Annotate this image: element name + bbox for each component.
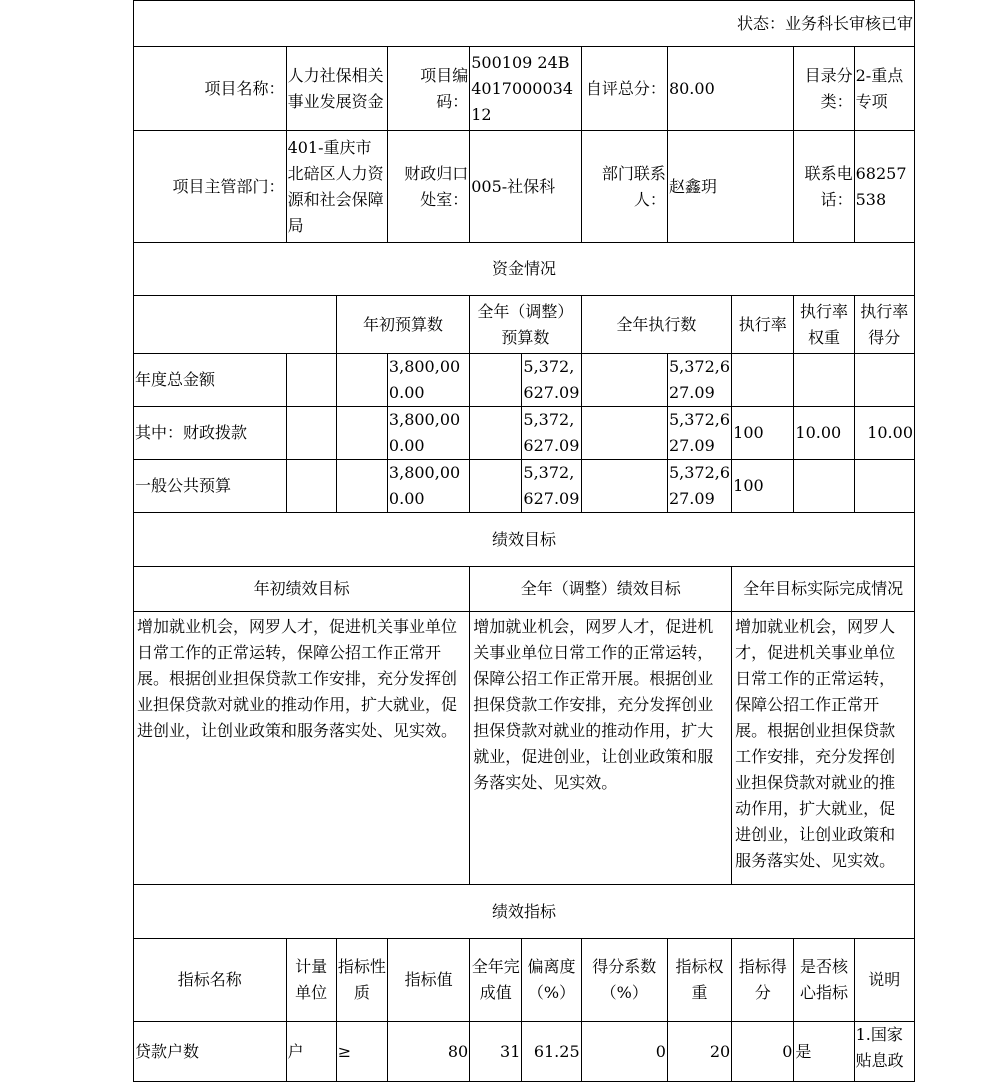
goals-initial-header: 年初绩效目标 [134, 567, 470, 612]
dept-info-row [134, 131, 915, 243]
funds-row-initial: 3,800,000.00 [387, 407, 469, 460]
goals-header-row [134, 567, 915, 612]
funds-row-score [854, 354, 914, 407]
project-code-value: 500109 24B401700003412 [470, 47, 581, 131]
dept-value: 401-重庆市北碚区人力资源和社会保障局 [286, 131, 387, 243]
funds-row-weight: 10.00 [794, 407, 854, 460]
ind-core: 是 [794, 1022, 854, 1082]
finance-label: 财政归口处室： [387, 131, 469, 243]
status-text: 状态：业务科长审核已审 [134, 1, 915, 47]
funds-row-score [854, 460, 914, 513]
ind-header-core: 是否核心指标 [794, 939, 854, 1022]
contact-value: 赵鑫玥 [667, 131, 793, 243]
ind-header-completed: 全年完成值 [470, 939, 522, 1022]
ind-coefficient: 0 [581, 1022, 667, 1082]
funds-header-score: 执行率得分 [854, 296, 914, 354]
funds-row-score: 10.00 [854, 407, 914, 460]
ind-deviation: 61.25 [522, 1022, 581, 1082]
ind-name: 贷款户数 [134, 1022, 287, 1082]
goals-section-title: 绩效目标 [134, 513, 915, 567]
funds-row-initial: 3,800,000.00 [387, 354, 469, 407]
ind-score: 0 [732, 1022, 794, 1082]
phone-value: 68257538 [854, 131, 914, 243]
funds-section-row [134, 243, 915, 296]
project-code-label: 项目编码： [387, 47, 469, 131]
ind-header-weight: 指标权重 [667, 939, 731, 1022]
goals-adjusted-text: 增加就业机会，网罗人才，促进机关事业单位日常工作的正常运转，保障公招工作正常开展。根据创业担保贷款工作安排，充分发挥创业担保贷款对就业的推动作用，扩大就业，促进创业，让创业政策和服务落实处、见实效。 [470, 612, 732, 885]
funds-row-weight [794, 354, 854, 407]
ind-weight: 20 [667, 1022, 731, 1082]
funds-row [134, 460, 915, 513]
catalog-value: 2-重点专项 [854, 47, 914, 131]
phone-label: 联系电话： [794, 131, 854, 243]
funds-row-label: 一般公共预算 [134, 460, 287, 513]
goals-actual-header: 全年目标实际完成情况 [732, 567, 915, 612]
ind-header-target: 指标值 [387, 939, 469, 1022]
funds-row-label: 年度总金额 [134, 354, 287, 407]
goals-text-row [134, 612, 915, 885]
self-score-label: 自评总分： [581, 47, 667, 131]
goals-adjusted-header: 全年（调整）绩效目标 [470, 567, 732, 612]
funds-row-adjusted: 5,372,627.09 [522, 460, 581, 513]
funds-row-rate [732, 354, 794, 407]
self-score-value: 80.00 [667, 47, 793, 131]
catalog-label: 目录分类： [794, 47, 854, 131]
funds-row-initial: 3,800,000.00 [387, 460, 469, 513]
ind-note: 1.国家贴息政 [854, 1022, 914, 1082]
funds-row-executed: 5,372,627.09 [667, 407, 731, 460]
funds-row-rate: 100 [732, 460, 794, 513]
indicators-section-title: 绩效指标 [134, 885, 915, 939]
goals-section-row [134, 513, 915, 567]
project-info-row [134, 47, 915, 131]
ind-header-note: 说明 [854, 939, 914, 1022]
ind-target: 80 [387, 1022, 469, 1082]
ind-header-coefficient: 得分系数（%） [581, 939, 667, 1022]
goals-actual-text: 增加就业机会，网罗人才，促进机关事业单位日常工作的正常运转，保障公招工作正常开展。根据创业担保贷款工作安排，充分发挥创业担保贷款对就业的推动作用，扩大就业，促进创业，让创业政策和服务落实处、见实效。 [732, 612, 915, 885]
ind-header-unit: 计量单位 [286, 939, 336, 1022]
funds-row-weight [794, 460, 854, 513]
funds-row-rate: 100 [732, 407, 794, 460]
funds-header-row [134, 296, 915, 354]
ind-header-score: 指标得分 [732, 939, 794, 1022]
finance-value: 005-社保科 [470, 131, 581, 243]
indicators-section-row [134, 885, 915, 939]
ind-nature: ≥ [336, 1022, 387, 1082]
project-name-value: 人力社保相关事业发展资金 [286, 47, 387, 131]
goals-initial-text: 增加就业机会，网罗人才，促进机关事业单位日常工作的正常运转，保障公招工作正常开展。根据创业担保贷款工作安排，充分发挥创业担保贷款对就业的推动作用，扩大就业，促进创业，让创业政策和服务落实处、见实效。 [134, 612, 470, 885]
funds-header-initial: 年初预算数 [336, 296, 469, 354]
ind-completed: 31 [470, 1022, 522, 1082]
dept-label: 项目主管部门： [134, 131, 287, 243]
ind-header-deviation: 偏离度（%） [522, 939, 581, 1022]
ind-unit: 户 [286, 1022, 336, 1082]
indicator-row [134, 1022, 915, 1082]
funds-row [134, 407, 915, 460]
ind-header-name: 指标名称 [134, 939, 287, 1022]
funds-row [134, 354, 915, 407]
indicators-header-row [134, 939, 915, 1022]
project-name-label: 项目名称： [134, 47, 287, 131]
funds-section-title: 资金情况 [134, 243, 915, 296]
evaluation-form [133, 0, 915, 1082]
funds-row-executed: 5,372,627.09 [667, 354, 731, 407]
funds-row-adjusted: 5,372,627.09 [522, 407, 581, 460]
status-row [134, 1, 915, 47]
ind-header-nature: 指标性质 [336, 939, 387, 1022]
funds-header-weight: 执行率权重 [794, 296, 854, 354]
funds-row-adjusted: 5,372,627.09 [522, 354, 581, 407]
funds-header-rate: 执行率 [732, 296, 794, 354]
funds-row-label: 其中：财政拨款 [134, 407, 287, 460]
contact-label: 部门联系人： [581, 131, 667, 243]
funds-header-executed: 全年执行数 [581, 296, 732, 354]
funds-row-executed: 5,372,627.09 [667, 460, 731, 513]
funds-header-adjusted: 全年（调整）预算数 [470, 296, 581, 354]
